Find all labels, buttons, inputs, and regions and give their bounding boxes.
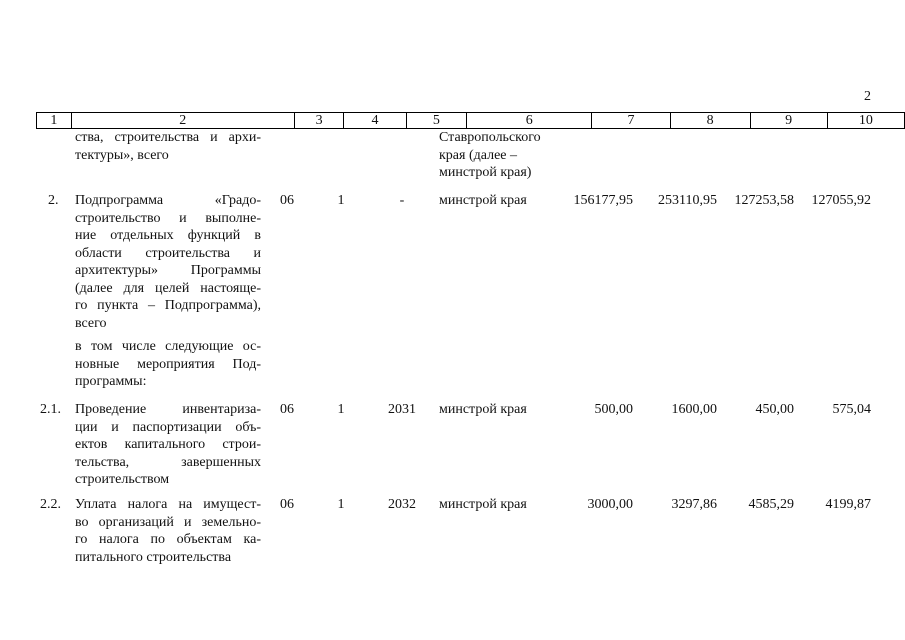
row-executor: минстрой края xyxy=(439,497,527,512)
row-col-5: 2031 xyxy=(388,402,416,417)
row-name-line: ние отдельных функций в xyxy=(75,228,261,243)
row-executor: минстрой края xyxy=(439,402,527,417)
row-name-line: в том числе следующие ос- xyxy=(75,339,261,354)
row-col-10: 4199,87 xyxy=(825,497,871,512)
row-name-line: го налога по объектам ка- xyxy=(75,532,261,547)
row-name-line: новные мероприятия Под- xyxy=(75,356,261,372)
header-col-6: 6 xyxy=(466,113,591,129)
row-col-10: 575,04 xyxy=(832,402,871,417)
header-col-7: 7 xyxy=(592,113,670,129)
row-name xyxy=(75,338,261,391)
row-name-line: го пункта – Подпрограмма), xyxy=(75,298,261,313)
carryover-name-line: ства, строительства и архи- xyxy=(75,130,261,145)
row-col-3: 06 xyxy=(280,193,294,208)
row-col-7: 500,00 xyxy=(594,402,633,417)
row-name-line: во организаций и земельно- xyxy=(75,514,261,530)
row-col-8: 3297,86 xyxy=(671,497,717,512)
carryover-executor-line: края (далее – xyxy=(439,147,517,163)
row-number: 2.2. xyxy=(40,497,61,512)
row-name-line: ции и паспортизации объ- xyxy=(75,419,261,435)
row-col-5: - xyxy=(399,193,405,208)
row-name-line: программы: xyxy=(75,374,147,389)
row-col-4: 1 xyxy=(337,497,345,512)
row-col-7: 156177,95 xyxy=(573,193,633,208)
page-number: 2 xyxy=(864,89,871,104)
row-number: 2. xyxy=(48,193,59,208)
header-col-8: 8 xyxy=(670,113,750,129)
row-name-line: строительством xyxy=(75,472,170,487)
carryover-executor xyxy=(439,129,541,182)
header-col-1: 1 xyxy=(37,113,72,129)
row-col-9: 450,00 xyxy=(755,402,794,417)
row-col-4: 1 xyxy=(337,402,345,417)
row-col-8: 1600,00 xyxy=(671,402,717,417)
row-col-7: 3000,00 xyxy=(587,497,633,512)
row-col-9: 127253,58 xyxy=(734,193,794,208)
row-name-line: области строительства и xyxy=(75,245,261,261)
row-col-5: 2032 xyxy=(388,497,416,512)
row-name-line: всего xyxy=(75,315,107,331)
row-name xyxy=(75,192,261,332)
carryover-name xyxy=(75,129,261,164)
row-name-line: строительство и выполне- xyxy=(75,210,261,226)
carryover-executor-line: Ставропольского xyxy=(439,130,541,145)
row-name-line: питального строительства xyxy=(75,549,232,565)
row-name-line: (далее для целей настояще- xyxy=(75,280,261,296)
header-col-3: 3 xyxy=(294,113,343,129)
header-col-5: 5 xyxy=(406,113,466,129)
row-col-8: 253110,95 xyxy=(658,193,717,208)
header-col-9: 9 xyxy=(750,113,827,129)
row-col-3: 06 xyxy=(280,497,294,512)
row-name-line: архитектуры» Программы xyxy=(75,263,261,278)
row-name-line: ектов капитального строи- xyxy=(75,437,261,452)
row-col-4: 1 xyxy=(337,193,345,208)
row-col-3: 06 xyxy=(280,402,294,417)
header-col-10: 10 xyxy=(827,113,904,129)
row-name xyxy=(75,401,261,489)
header-col-2: 2 xyxy=(71,113,294,129)
row-name-line: Уплата налога на имущест- xyxy=(75,497,261,512)
row-number: 2.1. xyxy=(40,402,61,417)
row-name xyxy=(75,496,261,566)
carryover-executor-line: минстрой края) xyxy=(439,165,532,180)
row-name-line: Проведение инвентаризa- xyxy=(75,402,261,417)
row-name-line: тельства, завершенных xyxy=(75,454,261,470)
row-executor: минстрой края xyxy=(439,193,527,208)
column-number-header xyxy=(36,112,905,129)
row-col-10: 127055,92 xyxy=(811,193,871,208)
row-col-9: 4585,29 xyxy=(748,497,794,512)
header-col-4: 4 xyxy=(344,113,406,129)
carryover-name-line: тектуры», всего xyxy=(75,147,169,163)
row-name-line: Подпрограмма «Градо- xyxy=(75,193,261,208)
